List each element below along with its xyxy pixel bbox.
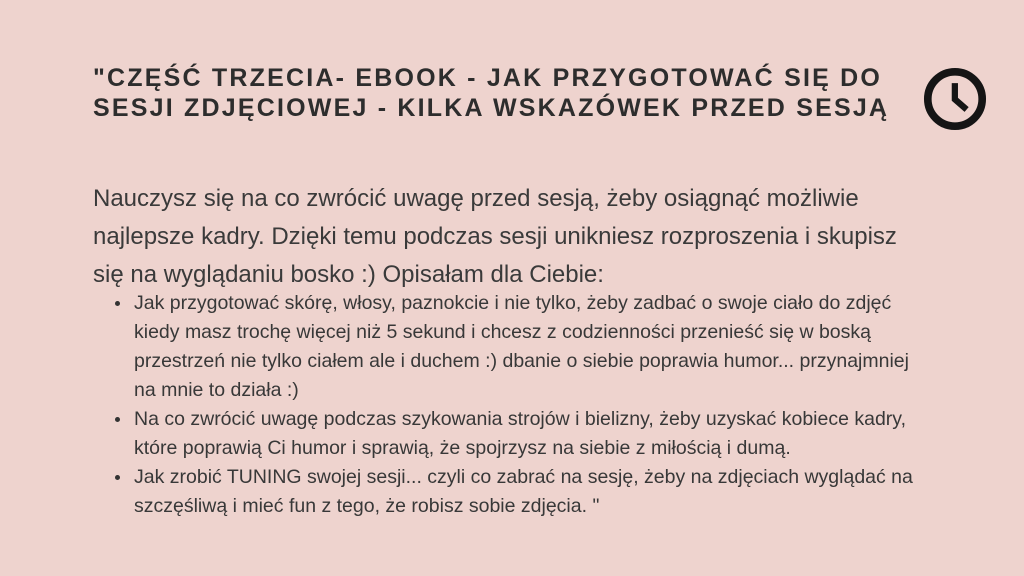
clock-icon	[921, 65, 989, 133]
list-item: • Jak przygotować skórę, włosy, paznokcie i nie tylko, żeby zadbać o swoje ciało do zdjęć kiedy masz trochę więcej niż 5 sekund i chcesz z codzienności przenieść się w boską przestrzeń nie tylko ciałem ale i duchem :) dbanie o siebie poprawia humor... przynajmniej na mnie to działa :)	[132, 289, 932, 405]
list-item: • Na co zwrócić uwagę podczas szykowania strojów i bielizny, żeby uzyskać kobiece kadry, które poprawią Ci humor i sprawią, że spojrzysz na siebie z miłością i dumą.	[132, 405, 932, 463]
list-item: • Jak zrobić TUNING swojej sesji... czyli co zabrać na sesję, żeby na zdjęciach wyglądać na szczęśliwą i mieć fun z tego, że robisz sobie zdjęcia. "	[132, 463, 932, 521]
bullet-list	[112, 289, 932, 521]
page-title: "CZĘŚĆ TRZECIA- EBOOK - JAK PRZYGOTOWAĆ SIĘ DO SESJI ZDJĘCIOWEJ - KILKA WSKAZÓWEK PRZED SESJĄ	[93, 63, 890, 122]
intro-paragraph: Nauczysz się na co zwrócić uwagę przed sesją, żeby osiągnąć możliwie najlepsze kadry. Dzięki temu podczas sesji unikniesz rozproszenia i skupisz się na wyglądaniu bosko :) Opisałam dla Ciebie:	[93, 185, 897, 288]
